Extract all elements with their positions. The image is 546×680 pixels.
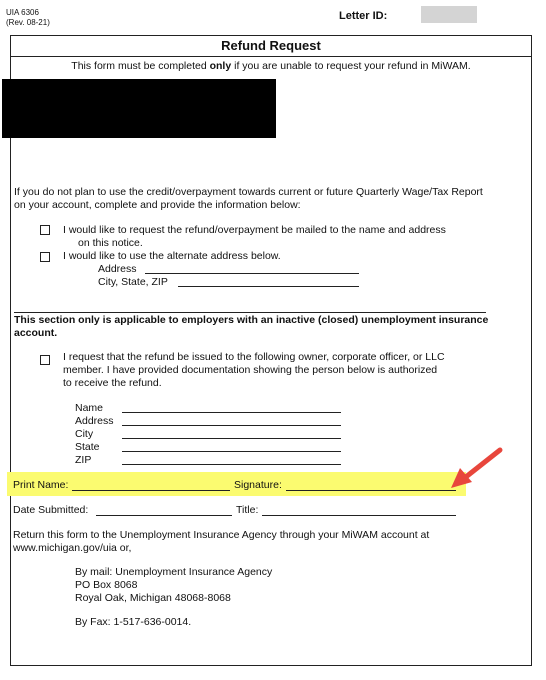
owner-address-label: Address: [75, 415, 114, 427]
form-title: Refund Request: [10, 35, 532, 57]
alt-city-label: City, State, ZIP: [98, 276, 168, 288]
alt-city-field[interactable]: [178, 286, 359, 287]
date-submitted-field[interactable]: [96, 515, 232, 516]
alt-address-field[interactable]: [145, 273, 359, 274]
print-name-label: Print Name:: [13, 479, 69, 491]
signature-field[interactable]: [286, 490, 456, 491]
mail-line-2: PO Box 8068: [75, 579, 138, 591]
letter-id-redaction: [421, 6, 477, 23]
date-submitted-label: Date Submitted:: [13, 504, 89, 516]
owner-name-field[interactable]: [122, 412, 341, 413]
instruction-line-2: on your account, complete and provide the information below:: [14, 199, 301, 211]
address-redaction: [2, 79, 276, 138]
inactive-heading-line-2: account.: [14, 327, 58, 339]
title-label: Title:: [236, 504, 259, 516]
option-mail-line-1: I would like to request the refund/overpayment be mailed to the name and address: [63, 224, 446, 236]
mail-line-1: By mail: Unemployment Insurance Agency: [75, 566, 273, 578]
form-revision: (Rev. 08-21): [6, 18, 50, 27]
intro-suffix: if you are unable to request your refund in MiWAM.: [231, 60, 471, 72]
option-owner-line-2: member. I have provided documentation showing the person below is authorized: [63, 364, 438, 376]
option-alternate-address-checkbox[interactable]: [40, 252, 50, 262]
owner-address-field[interactable]: [122, 425, 341, 426]
option-mail-checkbox[interactable]: [40, 225, 50, 235]
title-field[interactable]: [262, 515, 456, 516]
owner-city-label: City: [75, 428, 94, 440]
option-owner-checkbox[interactable]: [40, 355, 50, 365]
intro-bold: only: [209, 60, 232, 72]
option-owner-line-3: to receive the refund.: [63, 377, 162, 389]
return-line-1: Return this form to the Unemployment Insurance Agency through your MiWAM account at: [13, 529, 430, 541]
owner-state-label: State: [75, 441, 100, 453]
option-owner-line-1: I request that the refund be issued to the following owner, corporate officer, or LLC: [63, 351, 445, 363]
owner-zip-field[interactable]: [122, 464, 341, 465]
inactive-heading-line-1: This section only is applicable to employers with an inactive (closed) unemployment insurance: [14, 314, 489, 326]
instruction-line-1: If you do not plan to use the credit/overpayment towards current or future Quarterly Wage/Tax Report: [14, 186, 483, 198]
mail-line-3: Royal Oak, Michigan 48068-8068: [75, 592, 231, 604]
signature-label: Signature:: [234, 479, 282, 491]
owner-name-label: Name: [75, 402, 104, 414]
print-name-field[interactable]: [72, 490, 230, 491]
return-line-2: www.michigan.gov/uia or,: [13, 542, 132, 554]
fax-line: By Fax: 1-517-636-0014.: [75, 616, 192, 628]
form-number-block: [6, 8, 50, 28]
alt-address-label: Address: [98, 263, 137, 275]
letter-id-label: Letter ID:: [339, 10, 388, 22]
option-alternate-line: I would like to use the alternate address below.: [63, 250, 281, 262]
form-intro: [10, 60, 532, 72]
owner-state-field[interactable]: [122, 451, 341, 452]
section-divider: [14, 312, 486, 313]
owner-city-field[interactable]: [122, 438, 341, 439]
form-number: UIA 6306: [6, 8, 39, 17]
red-arrow-icon: [448, 444, 508, 494]
owner-zip-label: ZIP: [75, 454, 92, 466]
option-mail-line-2: on this notice.: [78, 237, 143, 249]
intro-prefix: This form must be completed: [71, 60, 210, 72]
